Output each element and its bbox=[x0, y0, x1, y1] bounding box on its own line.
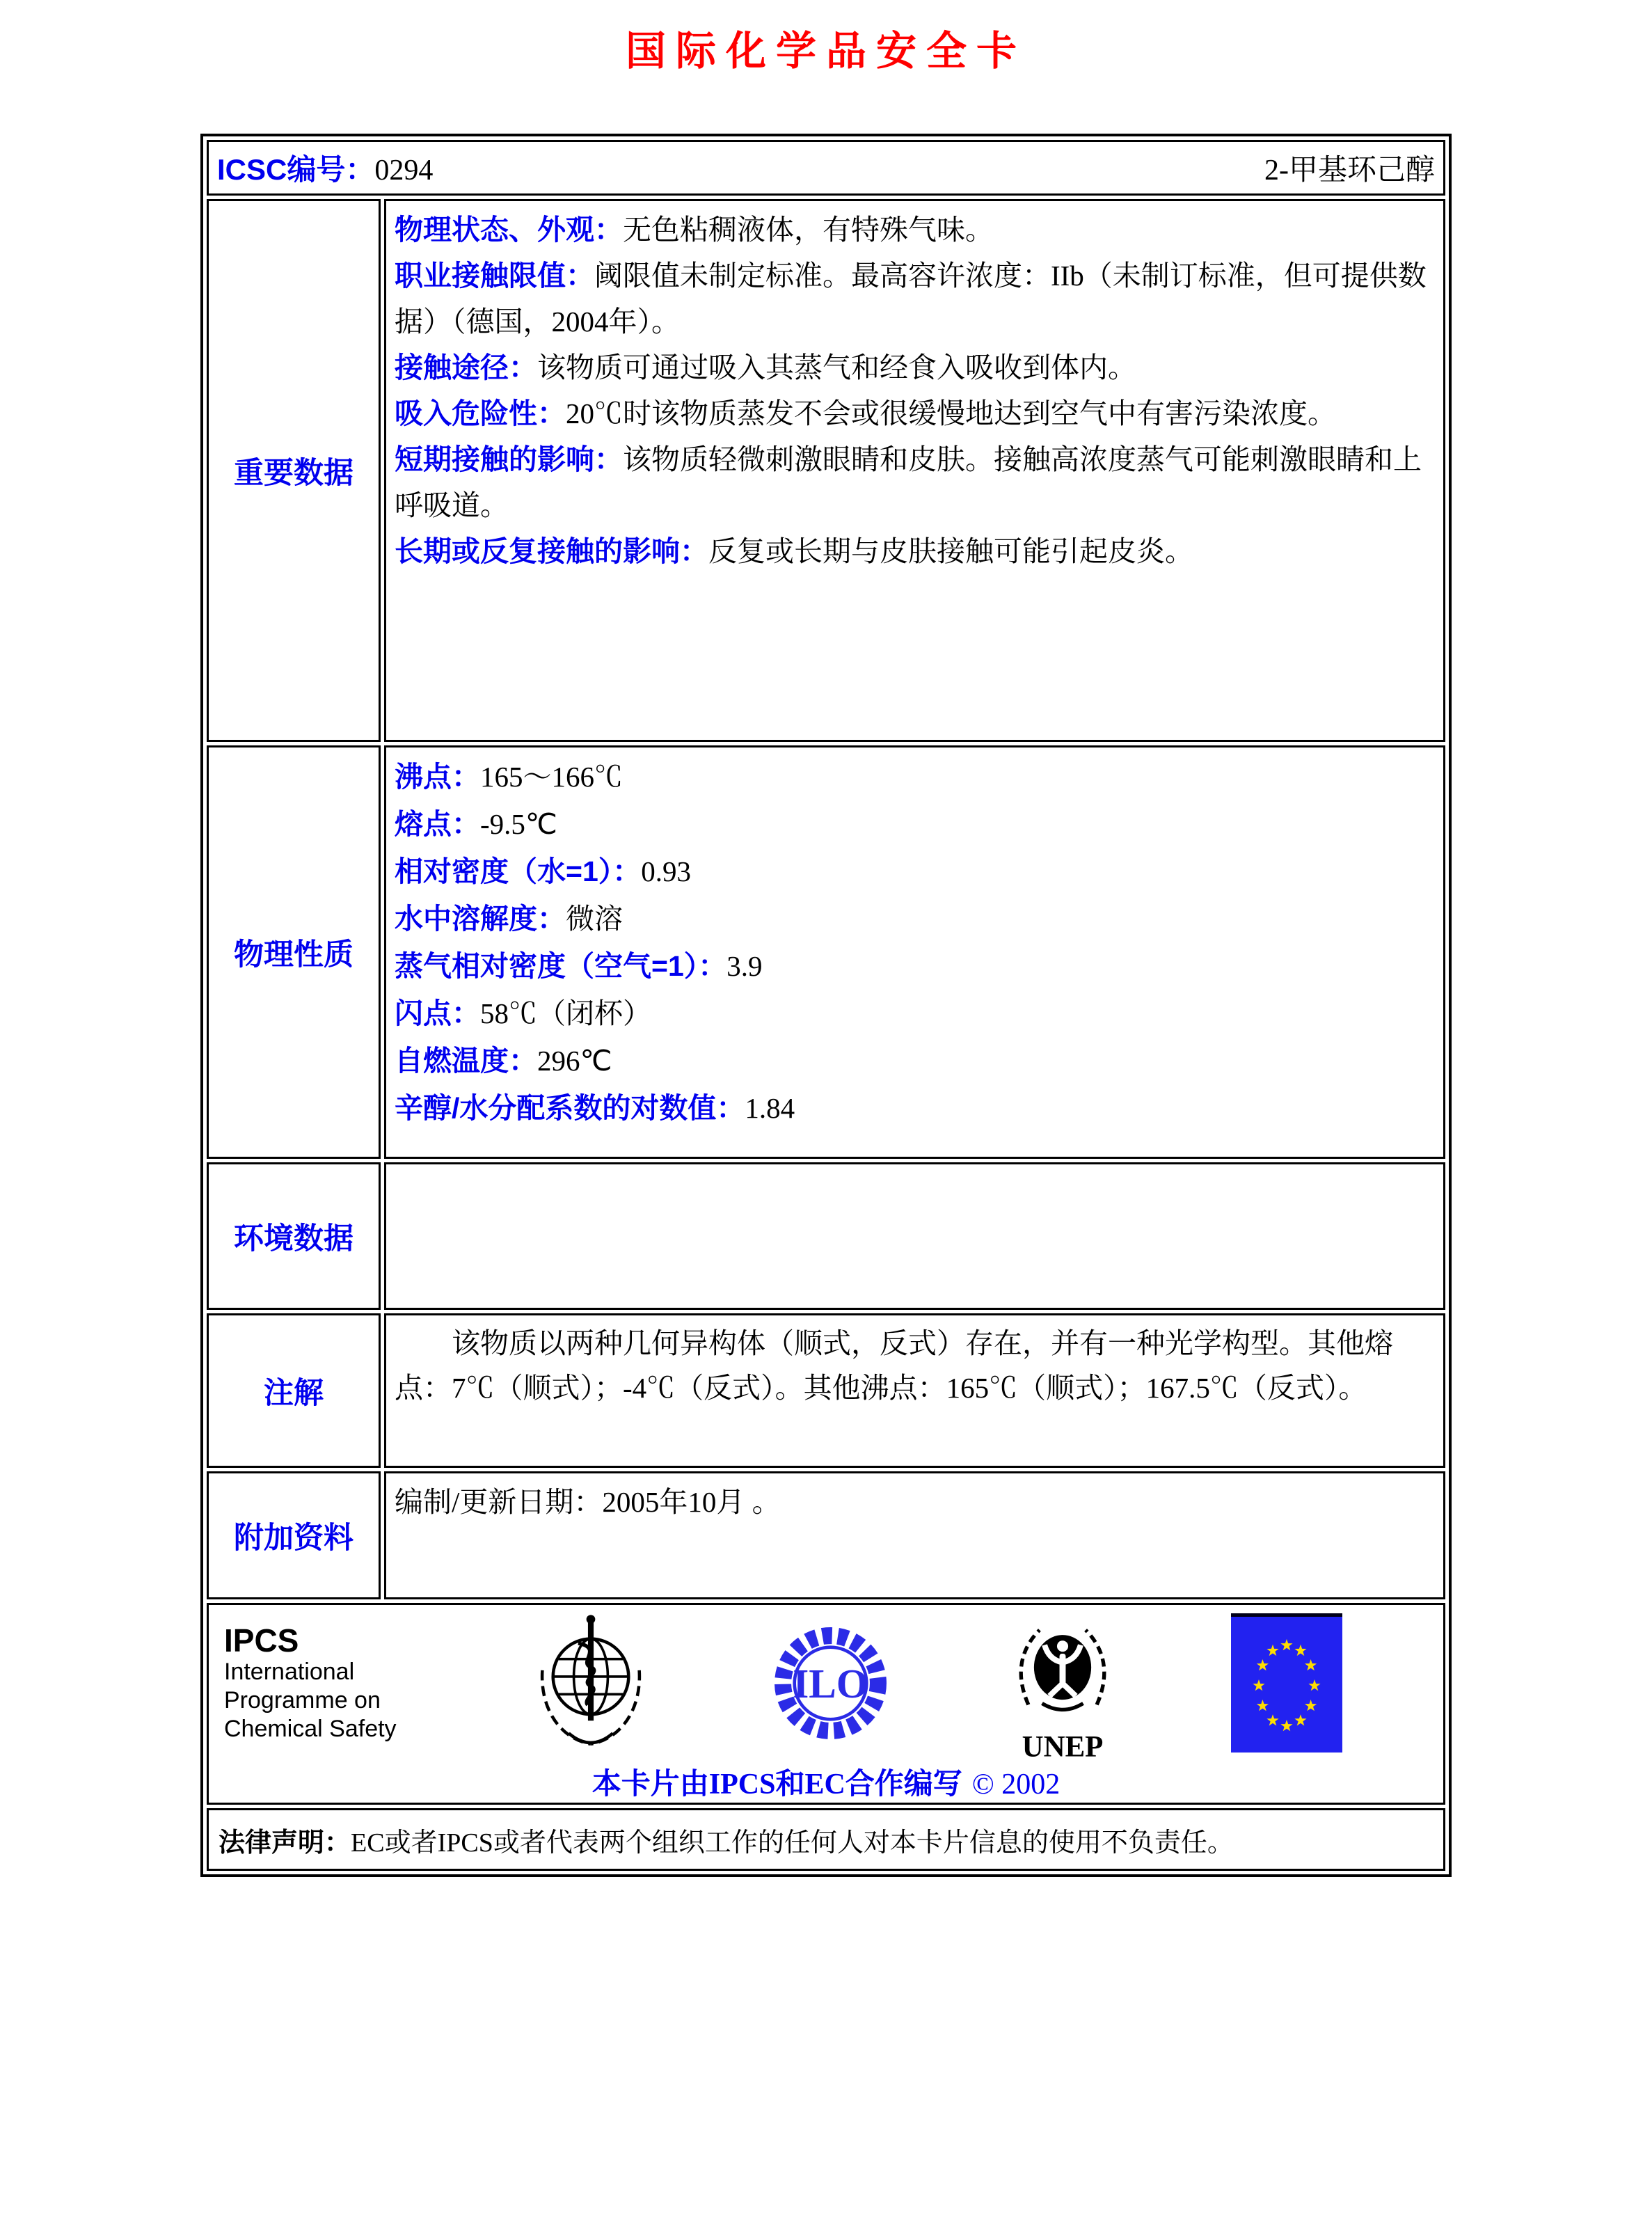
data-item bbox=[395, 753, 1435, 800]
ilo-logo bbox=[766, 1619, 895, 1748]
unep-caption: UNEP bbox=[1022, 1730, 1104, 1761]
item-text: 58℃（闭杯） bbox=[480, 997, 651, 1029]
data-item bbox=[395, 390, 1435, 436]
item-label: 职业接触限值： bbox=[395, 260, 594, 292]
page-title: 国际化学品安全卡 bbox=[625, 29, 1026, 74]
data-item bbox=[395, 207, 1435, 253]
unep-logo bbox=[1010, 1605, 1115, 1761]
data-item bbox=[395, 253, 1435, 345]
legal-notice-row bbox=[207, 1808, 1445, 1871]
data-item bbox=[395, 848, 1435, 895]
notes-text: 该物质以两种几何异构体（顺式，反式）存在，并有一种光学构型。其他熔点：7℃（顺式）；-4℃（反式）。其他沸点：165℃（顺式）；167.5℃（反式）。 bbox=[395, 1327, 1393, 1404]
row-label-environmental-data: 环境数据 bbox=[207, 1162, 381, 1310]
item-text: 阈限值未制定标准。最高容许浓度：IIb（未制订标准，但可提供数据）（德国，2004年）。 bbox=[395, 260, 1427, 338]
ipcs-block bbox=[224, 1623, 415, 1743]
item-label: 短期接触的影响： bbox=[395, 443, 623, 475]
ipcs-subtitle-line: Chemical Safety bbox=[224, 1715, 397, 1742]
row-label-additional-info: 附加资料 bbox=[207, 1471, 381, 1599]
item-text: 2005年10月 。 bbox=[602, 1486, 781, 1518]
item-text: 0.93 bbox=[641, 855, 691, 887]
data-item bbox=[395, 1084, 1435, 1132]
item-label: 相对密度（水=1）： bbox=[395, 855, 642, 887]
attribution-text: 本卡片由IPCS和EC合作编写 bbox=[591, 1769, 962, 1801]
data-item bbox=[395, 990, 1435, 1037]
row-label-important-data: 重要数据 bbox=[207, 199, 381, 742]
data-item bbox=[395, 1037, 1435, 1084]
item-text: -9.5℃ bbox=[480, 808, 557, 840]
item-text: 165～166℃ bbox=[480, 761, 623, 793]
notes-content bbox=[384, 1313, 1445, 1468]
data-item bbox=[395, 1479, 1435, 1525]
icsc-number-value: 0294 bbox=[374, 155, 434, 187]
item-label: 自燃温度： bbox=[395, 1045, 537, 1077]
legal-notice-label: 法律声明： bbox=[219, 1828, 351, 1858]
item-text: 微溶 bbox=[566, 903, 623, 935]
attribution-line bbox=[209, 1761, 1443, 1803]
item-label: 闪点： bbox=[395, 997, 480, 1029]
legal-notice-text: EC或者IPCS或者代表两个组织工作的任何人对本卡片信息的使用不负责任。 bbox=[351, 1828, 1234, 1858]
ipcs-subtitle-line: Programme on bbox=[224, 1686, 381, 1714]
item-label: 吸入危险性： bbox=[395, 397, 566, 429]
item-text: 20℃时该物质蒸发不会或很缓慢地达到空气中有害污染浓度。 bbox=[566, 397, 1336, 429]
data-item bbox=[395, 436, 1435, 528]
copyright-text: © 2002 bbox=[971, 1769, 1061, 1801]
item-label: 长期或反复接触的影响： bbox=[395, 535, 708, 567]
data-item bbox=[395, 942, 1435, 990]
data-item bbox=[395, 528, 1435, 574]
who-logo bbox=[531, 1611, 651, 1755]
data-item bbox=[395, 800, 1435, 848]
item-label: 水中溶解度： bbox=[395, 903, 566, 935]
item-label: 沸点： bbox=[395, 761, 480, 793]
item-label: 编制/更新日期： bbox=[395, 1486, 603, 1518]
card-header-row bbox=[207, 140, 1445, 196]
row-label-notes: 注解 bbox=[207, 1313, 381, 1468]
icsc-number-label: ICSC编号： bbox=[217, 153, 375, 186]
item-label: 蒸气相对密度（空气=1）： bbox=[395, 950, 727, 982]
item-text: 1.84 bbox=[745, 1092, 795, 1124]
ipcs-subtitle-line: International bbox=[224, 1658, 355, 1685]
svg-text:ILO: ILO bbox=[792, 1660, 868, 1707]
item-text: 反复或长期与皮肤接触可能引起皮炎。 bbox=[708, 535, 1193, 567]
important-data-content bbox=[384, 199, 1445, 742]
icsc-number bbox=[217, 147, 433, 189]
item-text: 该物质轻微刺激眼睛和皮肤。接触高浓度蒸气可能刺激眼睛和上呼吸道。 bbox=[395, 443, 1422, 521]
data-item bbox=[395, 895, 1435, 942]
eu-flag bbox=[1231, 1613, 1342, 1753]
item-label: 辛醇/水分配系数的对数值： bbox=[395, 1092, 745, 1124]
ipcs-acronym: IPCS bbox=[224, 1622, 299, 1659]
item-text: 3.9 bbox=[726, 950, 763, 982]
safety-card-table bbox=[200, 134, 1452, 1877]
item-text: 该物质可通过吸入其蒸气和经食入吸收到体内。 bbox=[537, 351, 1136, 383]
item-text: 296℃ bbox=[537, 1045, 612, 1077]
item-text: 无色粘稠液体，有特殊气味。 bbox=[623, 214, 994, 246]
row-label-physical-properties: 物理性质 bbox=[207, 745, 381, 1159]
logos-row bbox=[207, 1603, 1445, 1805]
item-label: 物理状态、外观： bbox=[395, 214, 623, 246]
environmental-data-content bbox=[384, 1162, 1445, 1310]
additional-info-content bbox=[384, 1471, 1445, 1599]
data-item bbox=[395, 345, 1435, 390]
item-label: 熔点： bbox=[395, 808, 480, 840]
chemical-name: 2-甲基环己醇 bbox=[1264, 155, 1435, 187]
physical-properties-content bbox=[384, 745, 1445, 1159]
item-label: 接触途径： bbox=[395, 351, 537, 383]
